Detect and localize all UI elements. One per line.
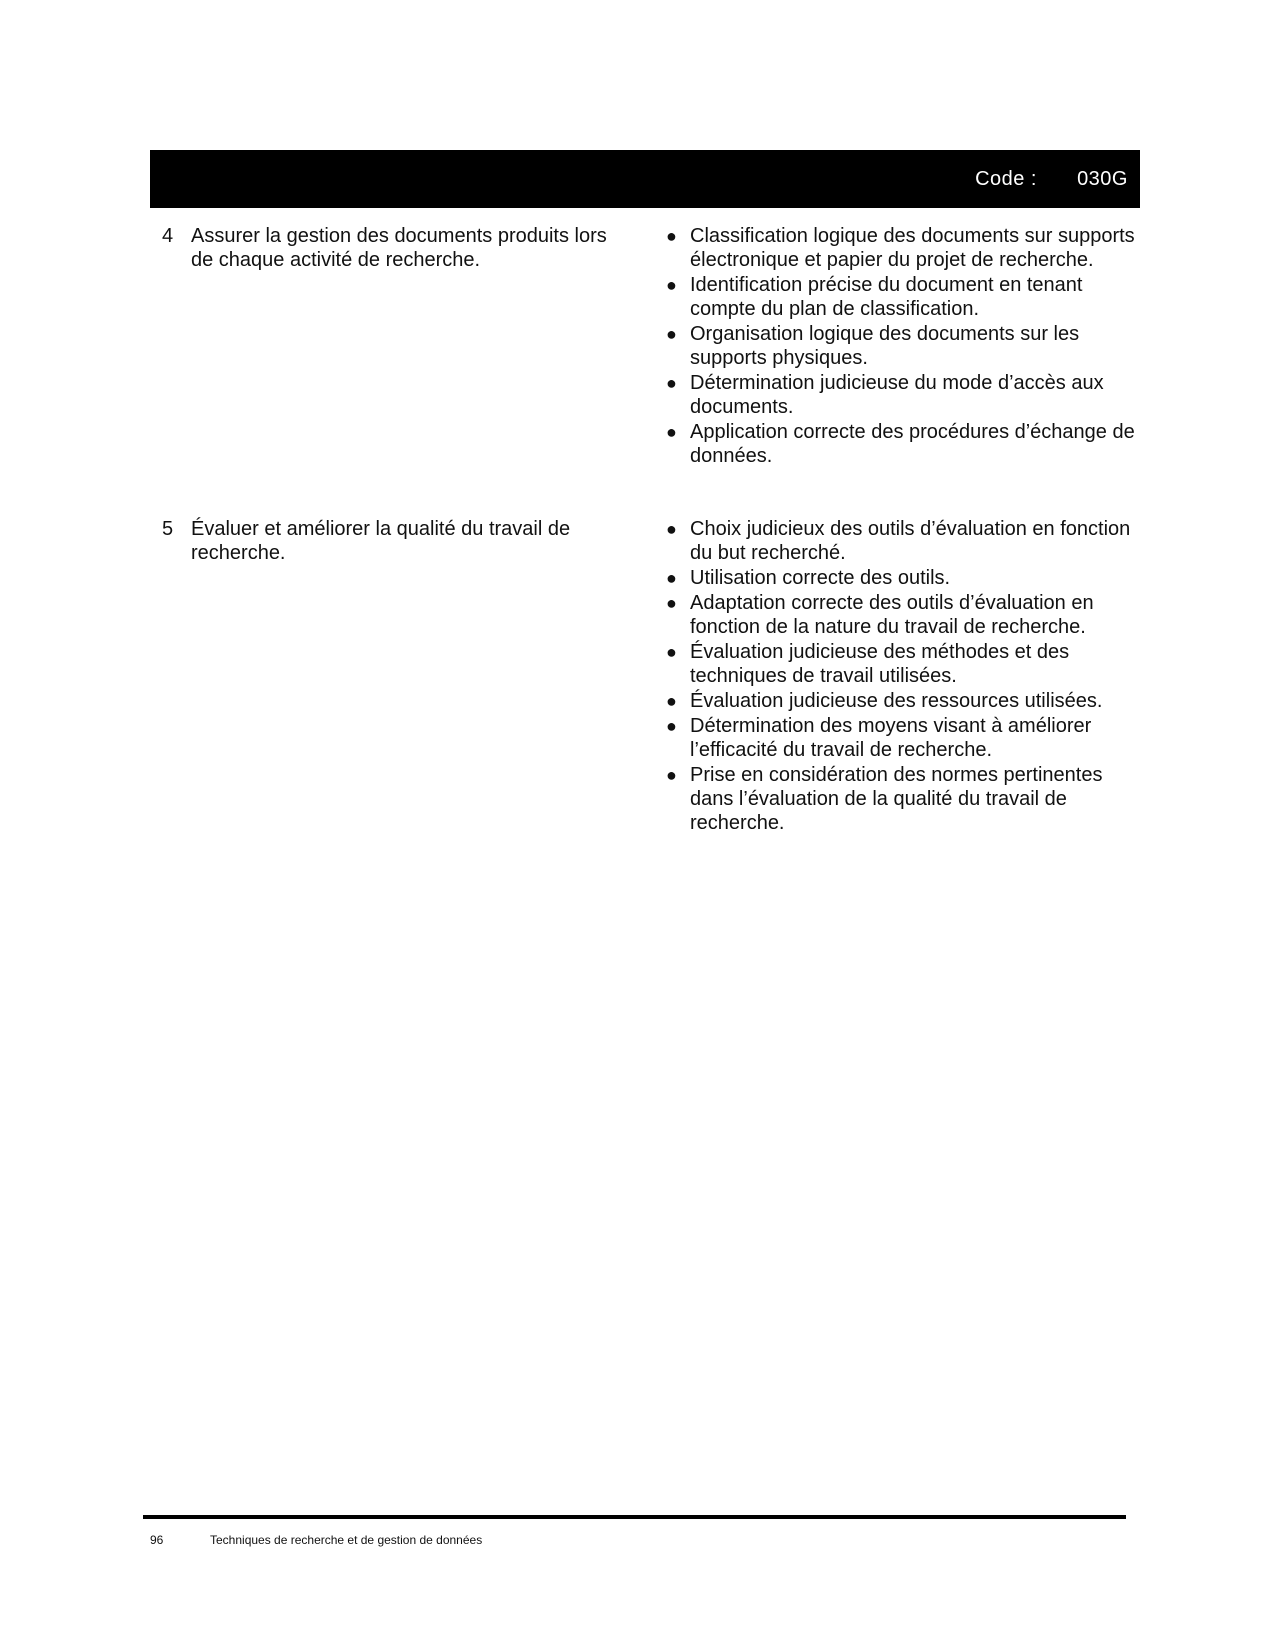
footer-rule [143,1515,1126,1519]
criteria-text: Évaluation judicieuse des méthodes et des techniques de travail utilisées. [690,641,1070,687]
bullet-icon: ● [666,422,677,442]
bullet-icon: ● [666,593,677,613]
criteria-item [660,689,1135,713]
code-label: Code : [975,168,1037,190]
criteria-text: Évaluation judicieuse des ressources utilisées. [690,690,1103,712]
criteria-item [660,273,1135,321]
criteria-text: Organisation logique des documents sur les supports physiques. [690,323,1080,369]
element-statement: Évaluer et améliorer la qualité du travail de recherche. [191,518,571,564]
criteria-item [660,566,1135,590]
criteria-item [660,224,1135,272]
criteria-item [660,714,1135,762]
criteria-item [660,763,1135,835]
criteria-item [660,591,1135,639]
criteria-text: Identification précise du document en tenant compte du plan de classification. [690,274,1083,320]
bullet-icon: ● [666,275,677,295]
criteria-item [660,420,1135,468]
bullet-icon: ● [666,324,677,344]
criteria-item [660,322,1135,370]
bullet-icon: ● [666,765,677,785]
bullet-icon: ● [666,373,677,393]
criteria-text: Application correcte des procédures d’échange de données. [690,421,1135,467]
element-number: 4 [162,225,174,247]
bullet-icon: ● [666,642,677,662]
bullet-icon: ● [666,716,677,736]
header-bar [150,150,1140,208]
criteria-list [660,224,1135,469]
criteria-text: Choix judicieux des outils d’évaluation en fonction du but recherché. [690,518,1131,564]
footer-title: Techniques de recherche et de gestion de données [210,1533,483,1547]
criteria-text: Utilisation correcte des outils. [690,567,951,589]
element-number: 5 [162,518,174,540]
criteria-item [660,640,1135,688]
page-number: 96 [150,1533,164,1547]
criteria-list [660,517,1135,836]
bullet-icon: ● [666,226,677,246]
criteria-text: Classification logique des documents sur supports électronique et papier du projet de recherche. [690,225,1135,271]
criteria-text: Prise en considération des normes pertinentes dans l’évaluation de la qualité du travail de recherche. [690,764,1103,834]
element-statement: Assurer la gestion des documents produits lors de chaque activité de recherche. [191,225,607,271]
criteria-text: Détermination judicieuse du mode d’accès aux documents. [690,372,1104,418]
criteria-item [660,371,1135,419]
criteria-text: Adaptation correcte des outils d’évaluation en fonction de la nature du travail de recherche. [690,592,1094,638]
bullet-icon: ● [666,519,677,539]
bullet-icon: ● [666,568,677,588]
criteria-text: Détermination des moyens visant à améliorer l’efficacité du travail de recherche. [690,715,1092,761]
code-value: 030G [1077,168,1128,190]
bullet-icon: ● [666,691,677,711]
criteria-item [660,517,1135,565]
